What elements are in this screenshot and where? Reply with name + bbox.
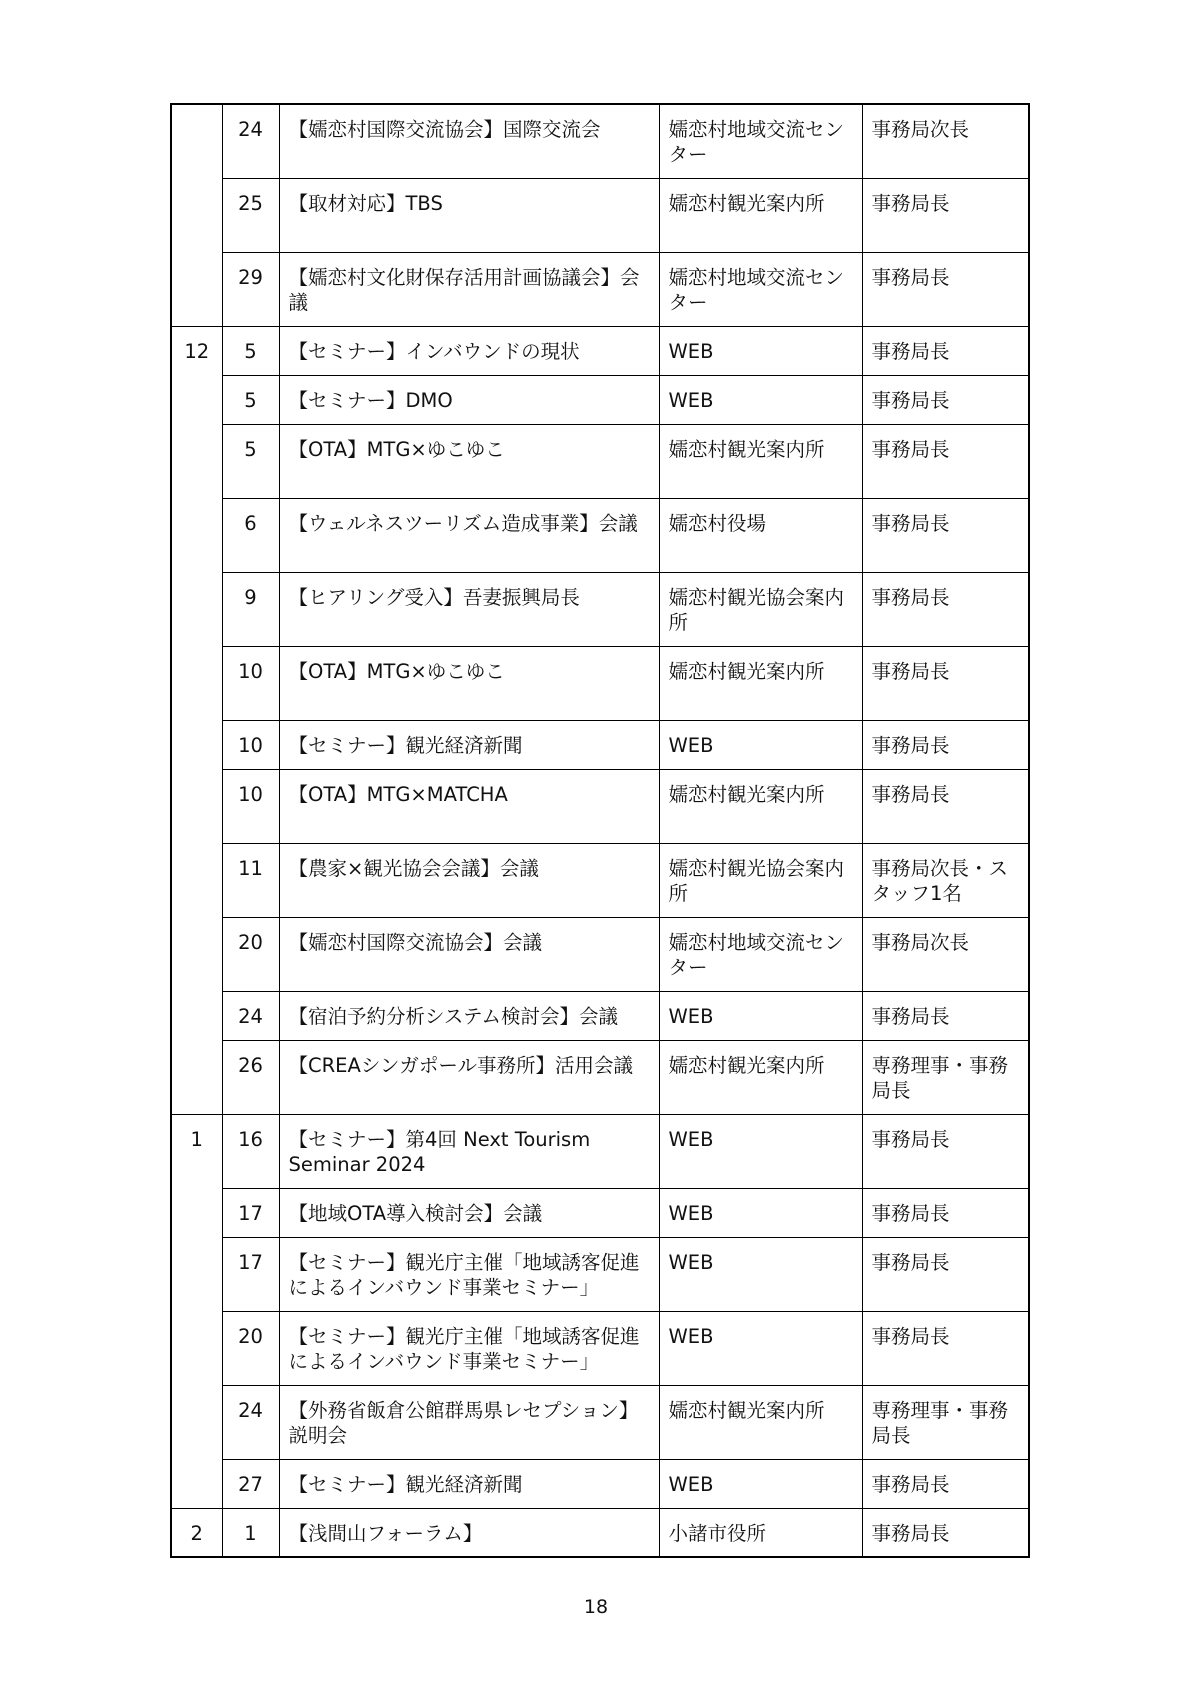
table-row bbox=[171, 1114, 1029, 1188]
place-cell: WEB bbox=[659, 375, 862, 424]
attendee-cell: 専務理事・事務局長 bbox=[862, 1385, 1029, 1459]
event-title-cell: 【OTA】MTG×MATCHA bbox=[279, 769, 659, 843]
month-cell bbox=[171, 769, 222, 843]
day-cell: 10 bbox=[222, 646, 279, 720]
event-title-cell: 【嬬恋村国際交流協会】国際交流会 bbox=[279, 104, 659, 178]
table-row bbox=[171, 1459, 1029, 1508]
attendee-cell: 事務局次長・スタッフ1名 bbox=[862, 843, 1029, 917]
place-cell: WEB bbox=[659, 720, 862, 769]
table-row bbox=[171, 1311, 1029, 1385]
day-cell: 16 bbox=[222, 1114, 279, 1188]
event-title-cell: 【嬬恋村文化財保存活用計画協議会】会議 bbox=[279, 252, 659, 326]
table-row bbox=[171, 1188, 1029, 1237]
month-cell bbox=[171, 917, 222, 991]
month-cell bbox=[171, 375, 222, 424]
month-cell bbox=[171, 104, 222, 178]
attendee-cell: 事務局長 bbox=[862, 1311, 1029, 1385]
place-cell: WEB bbox=[659, 1237, 862, 1311]
place-cell: 小諸市役所 bbox=[659, 1508, 862, 1557]
month-cell bbox=[171, 252, 222, 326]
day-cell: 20 bbox=[222, 917, 279, 991]
event-title-cell: 【ウェルネスツーリズム造成事業】会議 bbox=[279, 498, 659, 572]
event-title-cell: 【取材対応】TBS bbox=[279, 178, 659, 252]
month-cell bbox=[171, 498, 222, 572]
attendee-cell: 事務局長 bbox=[862, 1508, 1029, 1557]
month-cell bbox=[171, 1385, 222, 1459]
attendee-cell: 事務局長 bbox=[862, 1237, 1029, 1311]
table-row bbox=[171, 1508, 1029, 1557]
activity-table bbox=[170, 103, 1030, 1558]
month-cell bbox=[171, 720, 222, 769]
event-title-cell: 【外務省飯倉公館群馬県レセプション】説明会 bbox=[279, 1385, 659, 1459]
month-cell bbox=[171, 424, 222, 498]
event-title-cell: 【宿泊予約分析システム検討会】会議 bbox=[279, 991, 659, 1040]
attendee-cell: 事務局長 bbox=[862, 252, 1029, 326]
day-cell: 17 bbox=[222, 1237, 279, 1311]
table-row bbox=[171, 1385, 1029, 1459]
event-title-cell: 【浅間山フォーラム】 bbox=[279, 1508, 659, 1557]
attendee-cell: 事務局長 bbox=[862, 178, 1029, 252]
table-row bbox=[171, 843, 1029, 917]
day-cell: 10 bbox=[222, 720, 279, 769]
day-cell: 5 bbox=[222, 375, 279, 424]
attendee-cell: 事務局長 bbox=[862, 1459, 1029, 1508]
month-cell bbox=[171, 991, 222, 1040]
attendee-cell: 事務局長 bbox=[862, 769, 1029, 843]
day-cell: 29 bbox=[222, 252, 279, 326]
table-row bbox=[171, 326, 1029, 375]
place-cell: 嬬恋村観光案内所 bbox=[659, 1040, 862, 1114]
event-title-cell: 【嬬恋村国際交流協会】会議 bbox=[279, 917, 659, 991]
month-cell bbox=[171, 178, 222, 252]
table-row bbox=[171, 1237, 1029, 1311]
attendee-cell: 事務局長 bbox=[862, 326, 1029, 375]
table-row bbox=[171, 646, 1029, 720]
month-cell: 1 bbox=[171, 1114, 222, 1188]
table-row bbox=[171, 572, 1029, 646]
table-row bbox=[171, 375, 1029, 424]
day-cell: 1 bbox=[222, 1508, 279, 1557]
attendee-cell: 事務局次長 bbox=[862, 917, 1029, 991]
place-cell: 嬬恋村観光案内所 bbox=[659, 646, 862, 720]
month-cell bbox=[171, 843, 222, 917]
table-row bbox=[171, 424, 1029, 498]
event-title-cell: 【セミナー】観光経済新聞 bbox=[279, 720, 659, 769]
attendee-cell: 事務局長 bbox=[862, 646, 1029, 720]
day-cell: 27 bbox=[222, 1459, 279, 1508]
attendee-cell: 事務局長 bbox=[862, 991, 1029, 1040]
day-cell: 5 bbox=[222, 424, 279, 498]
attendee-cell: 事務局長 bbox=[862, 1188, 1029, 1237]
attendee-cell: 事務局長 bbox=[862, 498, 1029, 572]
day-cell: 9 bbox=[222, 572, 279, 646]
day-cell: 11 bbox=[222, 843, 279, 917]
month-cell: 2 bbox=[171, 1508, 222, 1557]
table-row bbox=[171, 991, 1029, 1040]
place-cell: 嬬恋村地域交流センター bbox=[659, 252, 862, 326]
place-cell: WEB bbox=[659, 991, 862, 1040]
event-title-cell: 【セミナー】インバウンドの現状 bbox=[279, 326, 659, 375]
day-cell: 20 bbox=[222, 1311, 279, 1385]
attendee-cell: 事務局次長 bbox=[862, 104, 1029, 178]
event-title-cell: 【地域OTA導入検討会】会議 bbox=[279, 1188, 659, 1237]
page-number: 18 bbox=[583, 1596, 609, 1618]
day-cell: 6 bbox=[222, 498, 279, 572]
month-cell bbox=[171, 1188, 222, 1237]
table-row bbox=[171, 720, 1029, 769]
event-title-cell: 【CREAシンガポール事務所】活用会議 bbox=[279, 1040, 659, 1114]
table-row bbox=[171, 178, 1029, 252]
table-row bbox=[171, 104, 1029, 178]
attendee-cell: 事務局長 bbox=[862, 424, 1029, 498]
event-title-cell: 【OTA】MTG×ゆこゆこ bbox=[279, 646, 659, 720]
day-cell: 17 bbox=[222, 1188, 279, 1237]
day-cell: 24 bbox=[222, 1385, 279, 1459]
place-cell: 嬬恋村地域交流センター bbox=[659, 917, 862, 991]
place-cell: WEB bbox=[659, 326, 862, 375]
place-cell: WEB bbox=[659, 1114, 862, 1188]
place-cell: WEB bbox=[659, 1311, 862, 1385]
place-cell: 嬬恋村観光協会案内所 bbox=[659, 572, 862, 646]
table-row bbox=[171, 498, 1029, 572]
event-title-cell: 【セミナー】第4回 Next Tourism Seminar 2024 bbox=[279, 1114, 659, 1188]
event-title-cell: 【ヒアリング受入】吾妻振興局長 bbox=[279, 572, 659, 646]
place-cell: 嬬恋村観光案内所 bbox=[659, 178, 862, 252]
place-cell: 嬬恋村地域交流センター bbox=[659, 104, 862, 178]
attendee-cell: 事務局長 bbox=[862, 572, 1029, 646]
event-title-cell: 【OTA】MTG×ゆこゆこ bbox=[279, 424, 659, 498]
table-row bbox=[171, 769, 1029, 843]
table-row bbox=[171, 917, 1029, 991]
day-cell: 24 bbox=[222, 104, 279, 178]
attendee-cell: 事務局長 bbox=[862, 375, 1029, 424]
month-cell: 12 bbox=[171, 326, 222, 375]
month-cell bbox=[171, 646, 222, 720]
month-cell bbox=[171, 1040, 222, 1114]
place-cell: 嬬恋村観光案内所 bbox=[659, 769, 862, 843]
month-cell bbox=[171, 1311, 222, 1385]
day-cell: 5 bbox=[222, 326, 279, 375]
place-cell: 嬬恋村観光案内所 bbox=[659, 1385, 862, 1459]
month-cell bbox=[171, 1459, 222, 1508]
event-title-cell: 【農家×観光協会会議】会議 bbox=[279, 843, 659, 917]
place-cell: 嬬恋村観光案内所 bbox=[659, 424, 862, 498]
table-row bbox=[171, 1040, 1029, 1114]
place-cell: 嬬恋村観光協会案内所 bbox=[659, 843, 862, 917]
attendee-cell: 事務局長 bbox=[862, 1114, 1029, 1188]
place-cell: WEB bbox=[659, 1188, 862, 1237]
event-title-cell: 【セミナー】観光庁主催「地域誘客促進によるインバウンド事業セミナー」 bbox=[279, 1237, 659, 1311]
month-cell bbox=[171, 572, 222, 646]
event-title-cell: 【セミナー】DMO bbox=[279, 375, 659, 424]
month-cell bbox=[171, 1237, 222, 1311]
place-cell: 嬬恋村役場 bbox=[659, 498, 862, 572]
event-title-cell: 【セミナー】観光庁主催「地域誘客促進によるインバウンド事業セミナー」 bbox=[279, 1311, 659, 1385]
attendee-cell: 専務理事・事務局長 bbox=[862, 1040, 1029, 1114]
event-title-cell: 【セミナー】観光経済新聞 bbox=[279, 1459, 659, 1508]
table-row bbox=[171, 252, 1029, 326]
day-cell: 25 bbox=[222, 178, 279, 252]
attendee-cell: 事務局長 bbox=[862, 720, 1029, 769]
day-cell: 26 bbox=[222, 1040, 279, 1114]
day-cell: 24 bbox=[222, 991, 279, 1040]
day-cell: 10 bbox=[222, 769, 279, 843]
place-cell: WEB bbox=[659, 1459, 862, 1508]
